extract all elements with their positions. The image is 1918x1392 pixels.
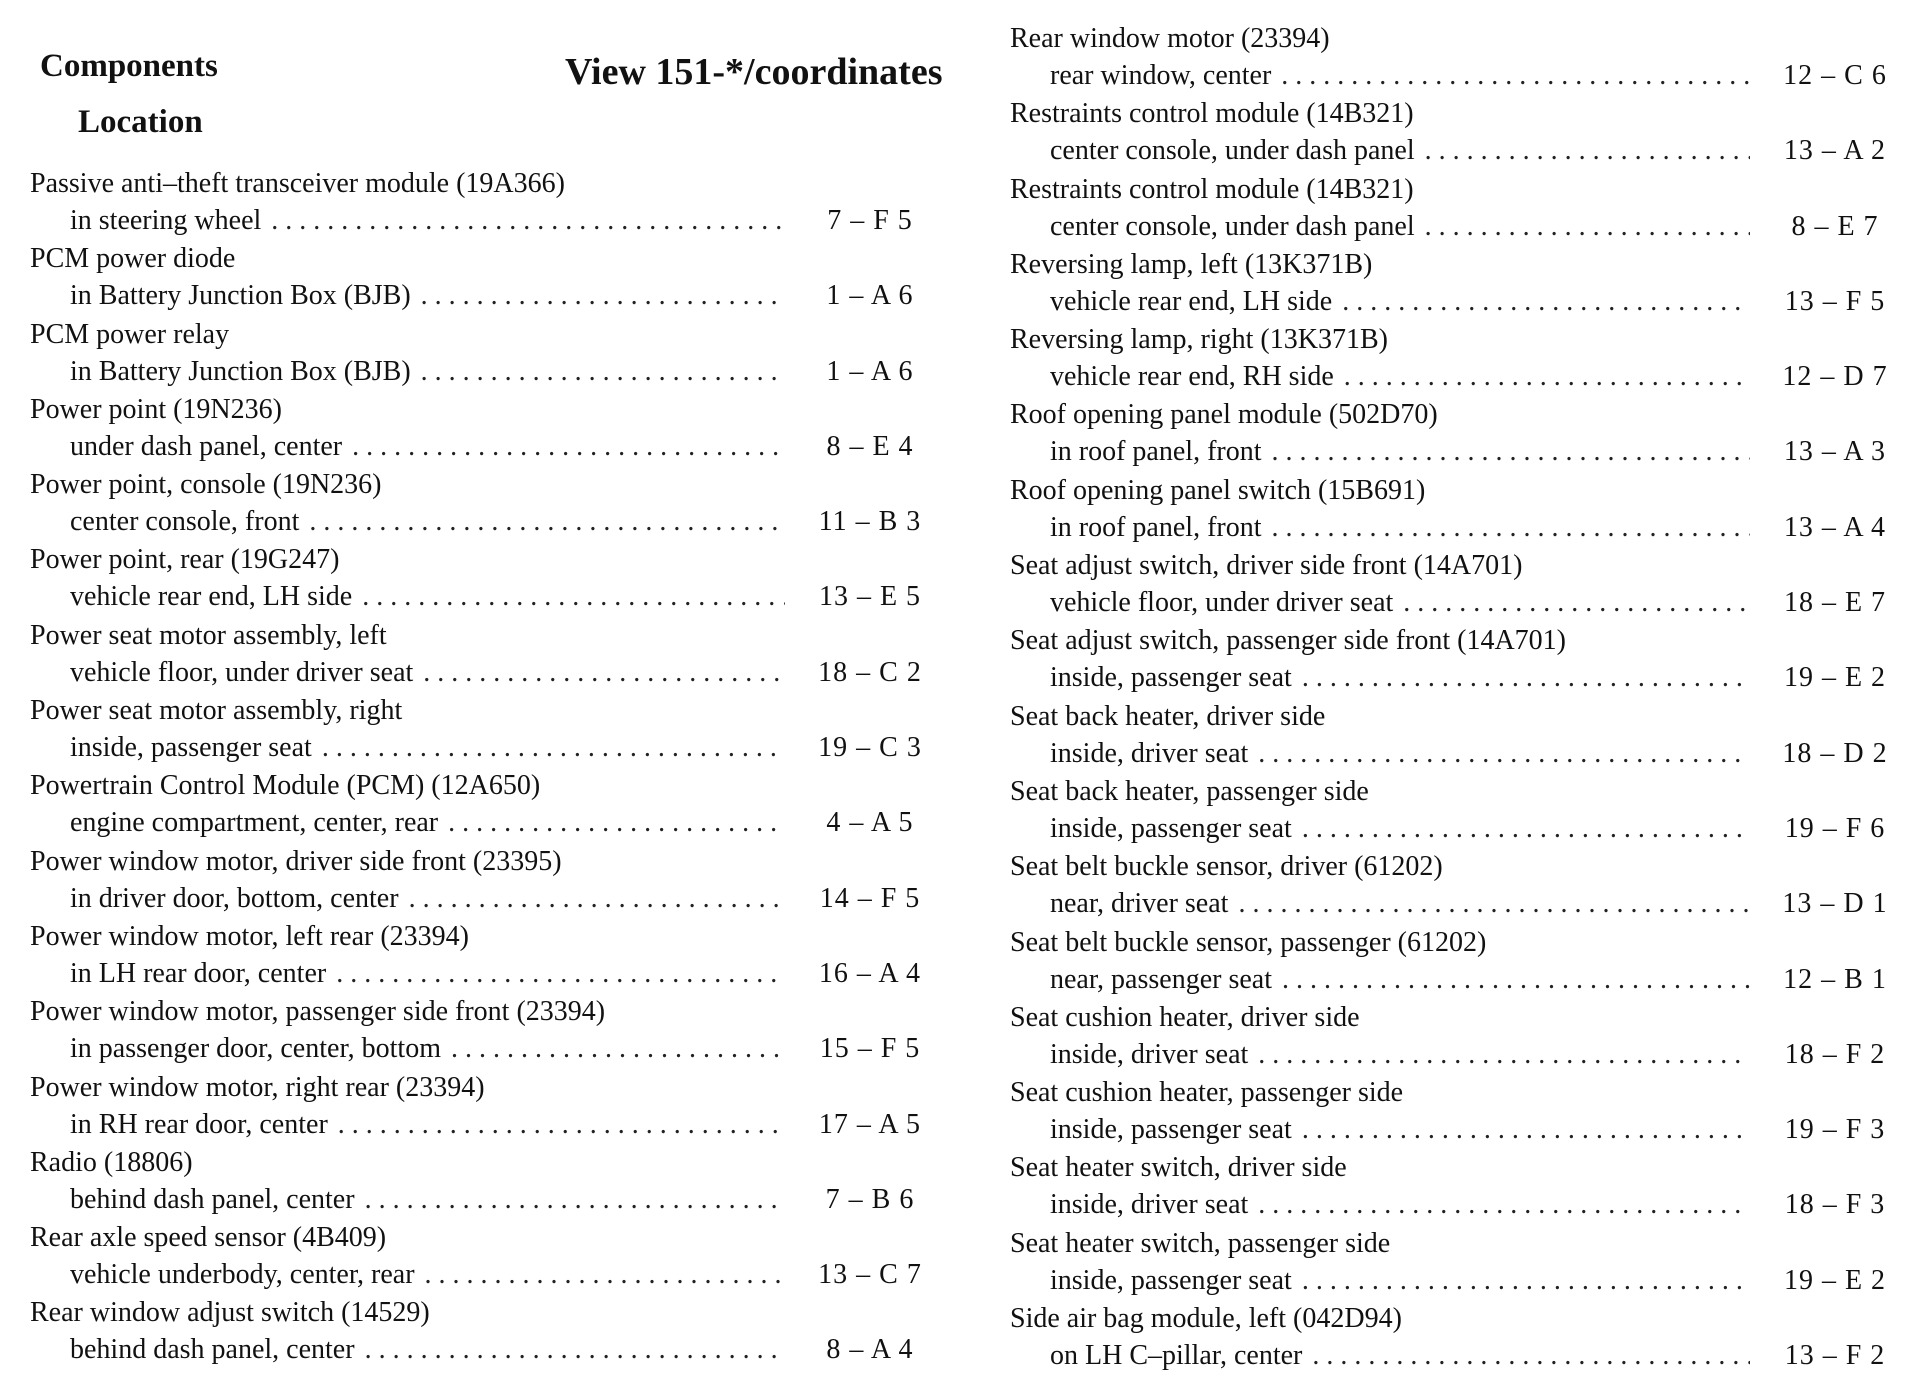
- location-text: center console, under dash panel: [1050, 135, 1415, 167]
- location-row: [30, 277, 945, 315]
- dot-leader: [1302, 810, 1750, 848]
- grid-coordinate: 14 – F 5: [819, 882, 921, 914]
- location-heading: Location: [78, 104, 203, 140]
- component-name: Seat heater switch, passenger side: [1010, 1227, 1391, 1259]
- component-name: Power seat motor assembly, right: [30, 695, 403, 727]
- dot-leader: [338, 1106, 785, 1144]
- dot-leader: [336, 955, 785, 993]
- location-text: vehicle underbody, center, rear: [70, 1259, 415, 1291]
- component-name: Passive anti–theft transceiver module (19A366): [30, 168, 565, 199]
- component-entry: [1010, 171, 1910, 246]
- component-entry: [30, 391, 945, 466]
- grid-coordinate: 19 – F 3: [1784, 1114, 1886, 1146]
- location-text: vehicle floor, under driver seat: [1050, 587, 1394, 619]
- location-row: [30, 428, 945, 466]
- component-entry: [1010, 246, 1910, 321]
- location-row: [1010, 509, 1910, 547]
- grid-coordinate: 4 – A 5: [826, 807, 914, 839]
- component-name: Power seat motor assembly, left: [30, 619, 387, 651]
- location-row: [30, 804, 945, 842]
- location-row: [1010, 961, 1910, 999]
- location-text: in Battery Junction Box (BJB): [70, 355, 411, 387]
- location-row: [1010, 132, 1910, 170]
- dot-leader: [1342, 283, 1750, 321]
- grid-coordinate: 8 – E 7: [1791, 210, 1879, 242]
- component-entry: [1010, 20, 1910, 95]
- grid-coordinate: 11 – B 3: [818, 506, 922, 538]
- component-name: Side air bag module, left (042D94): [1010, 1303, 1402, 1335]
- location-text: vehicle floor, under driver seat: [70, 656, 414, 688]
- location-row: [1010, 885, 1910, 923]
- grid-coordinate: 19 – E 2: [1783, 1264, 1887, 1296]
- grid-coordinate: 1 – A 6: [826, 355, 914, 387]
- column-header: [40, 46, 218, 142]
- component-entry: [1010, 848, 1910, 923]
- component-entry: [30, 993, 945, 1068]
- component-entry: [30, 316, 945, 391]
- component-entry: [30, 617, 945, 692]
- dot-leader: [1302, 1111, 1750, 1149]
- component-name: Reversing lamp, right (13K371B): [1010, 324, 1388, 356]
- component-name: Rear window motor (23394): [1010, 23, 1330, 54]
- component-entry: [30, 843, 945, 918]
- grid-coordinate: 16 – A 4: [818, 957, 922, 989]
- location-row: [30, 503, 945, 541]
- location-row: [1010, 584, 1910, 622]
- component-entry: [1010, 924, 1910, 999]
- dot-leader: [1281, 57, 1750, 95]
- dot-leader: [1272, 433, 1751, 471]
- location-row: [1010, 1111, 1910, 1149]
- dot-leader: [271, 202, 785, 240]
- component-entry: [1010, 1225, 1910, 1300]
- grid-coordinate: 13 – A 3: [1783, 436, 1887, 468]
- location-text: inside, passenger seat: [70, 732, 312, 764]
- grid-coordinate: 7 – B 6: [825, 1183, 915, 1215]
- location-text: in Battery Junction Box (BJB): [70, 280, 411, 312]
- location-text: engine compartment, center, rear: [70, 807, 439, 839]
- location-row: [1010, 735, 1910, 773]
- location-text: in roof panel, front: [1050, 436, 1262, 468]
- dot-leader: [1302, 1262, 1750, 1300]
- component-name: Rear window adjust switch (14529): [30, 1297, 430, 1329]
- location-row: [30, 353, 945, 391]
- component-name: Reversing lamp, left (13K371B): [1010, 248, 1373, 280]
- location-row: [1010, 1262, 1910, 1300]
- component-entry: [30, 165, 945, 240]
- location-row: [30, 1106, 945, 1144]
- grid-coordinate: 15 – F 5: [819, 1033, 921, 1065]
- location-text: near, passenger seat: [1050, 963, 1272, 995]
- grid-coordinate: 12 – D 7: [1782, 361, 1888, 393]
- component-name: Seat back heater, driver side: [1010, 700, 1326, 732]
- component-entry: [1010, 773, 1910, 848]
- component-name: Power point, console (19N236): [30, 469, 382, 501]
- component-entry: [30, 767, 945, 842]
- grid-coordinate: 7 – F 5: [827, 205, 913, 236]
- location-row: [30, 729, 945, 767]
- component-entry: [30, 918, 945, 993]
- component-name: Power window motor, right rear (23394): [30, 1071, 485, 1103]
- location-text: inside, driver seat: [1050, 1189, 1249, 1221]
- component-entry: [1010, 1300, 1910, 1375]
- location-row: [1010, 659, 1910, 697]
- component-entry: [30, 1294, 945, 1369]
- grid-coordinate: 19 – E 2: [1783, 662, 1887, 694]
- location-text: center console, under dash panel: [1050, 210, 1415, 242]
- grid-coordinate: 8 – E 4: [826, 430, 914, 462]
- grid-coordinate: 13 – E 5: [818, 581, 922, 613]
- location-row: [1010, 1186, 1910, 1224]
- location-text: in LH rear door, center: [70, 957, 327, 989]
- location-row: [1010, 810, 1910, 848]
- location-text: in passenger door, center, bottom: [70, 1033, 441, 1065]
- dot-leader: [421, 277, 785, 315]
- dot-leader: [352, 428, 785, 466]
- dot-leader: [362, 578, 785, 616]
- dot-leader: [425, 1256, 785, 1294]
- location-row: [1010, 283, 1910, 321]
- grid-coordinate: 19 – F 6: [1784, 812, 1886, 844]
- component-name: Power window motor, driver side front (23395): [30, 845, 562, 877]
- view-coordinates-heading: View 151-*/coordinates: [565, 51, 943, 93]
- grid-coordinate: 17 – A 5: [818, 1108, 922, 1140]
- grid-coordinate: 18 – C 2: [818, 656, 922, 688]
- location-row: [30, 202, 945, 240]
- location-row: [30, 1331, 945, 1369]
- dot-leader: [448, 804, 785, 842]
- location-row: [1010, 57, 1910, 95]
- component-entry: [1010, 1149, 1910, 1224]
- grid-coordinate: 12 – C 6: [1783, 60, 1887, 91]
- location-text: vehicle rear end, LH side: [70, 581, 353, 613]
- location-row: [30, 1181, 945, 1219]
- location-text: inside, driver seat: [1050, 737, 1249, 769]
- component-entry: [1010, 95, 1910, 170]
- component-name: Seat heater switch, driver side: [1010, 1152, 1347, 1184]
- component-name: PCM power diode: [30, 243, 236, 275]
- dot-leader: [409, 880, 785, 918]
- location-text: in steering wheel: [70, 205, 262, 236]
- dot-leader: [421, 353, 785, 391]
- grid-coordinate: 18 – E 7: [1783, 587, 1887, 619]
- location-text: behind dash panel, center: [70, 1183, 355, 1215]
- location-row: [1010, 358, 1910, 396]
- component-entry: [30, 692, 945, 767]
- location-text: under dash panel, center: [70, 430, 343, 462]
- location-row: [1010, 1337, 1910, 1375]
- dot-leader: [365, 1331, 785, 1369]
- component-name: Radio (18806): [30, 1146, 193, 1178]
- component-name: PCM power relay: [30, 318, 230, 350]
- location-text: rear window, center: [1050, 60, 1272, 91]
- location-row: [30, 1030, 945, 1068]
- component-entry: [1010, 622, 1910, 697]
- grid-coordinate: 12 – B 1: [1783, 963, 1887, 995]
- component-name: Restraints control module (14B321): [1010, 173, 1414, 205]
- component-name: Power point (19N236): [30, 393, 282, 425]
- component-name: Seat belt buckle sensor, passenger (61202): [1010, 926, 1487, 958]
- component-name: Seat back heater, passenger side: [1010, 775, 1369, 807]
- component-entry: [1010, 698, 1910, 773]
- location-text: inside, passenger seat: [1050, 1114, 1292, 1146]
- component-name: Power point, rear (19G247): [30, 544, 340, 576]
- dot-leader: [423, 654, 785, 692]
- location-row: [30, 578, 945, 616]
- dot-leader: [322, 729, 785, 767]
- component-entry: [30, 1219, 945, 1294]
- grid-coordinate: 13 – C 7: [818, 1259, 922, 1291]
- component-entry: [1010, 999, 1910, 1074]
- component-name: Power window motor, passenger side front (23394): [30, 996, 606, 1028]
- component-entry: [30, 240, 945, 315]
- component-name: Seat cushion heater, driver side: [1010, 1001, 1360, 1033]
- dot-leader: [1238, 885, 1750, 923]
- location-row: [1010, 433, 1910, 471]
- component-entry: [30, 1069, 945, 1144]
- component-entry: [30, 541, 945, 616]
- dot-leader: [451, 1030, 785, 1068]
- grid-coordinate: 13 – F 2: [1784, 1340, 1886, 1372]
- grid-coordinate: 18 – D 2: [1782, 737, 1888, 769]
- grid-coordinate: 18 – F 2: [1784, 1038, 1886, 1070]
- location-text: in driver door, bottom, center: [70, 882, 399, 914]
- component-entry: [1010, 547, 1910, 622]
- dot-leader: [1302, 659, 1750, 697]
- dot-leader: [1425, 132, 1750, 170]
- dot-leader: [365, 1181, 785, 1219]
- location-text: on LH C–pillar, center: [1050, 1340, 1303, 1372]
- location-row: [1010, 1036, 1910, 1074]
- location-text: inside, passenger seat: [1050, 662, 1292, 694]
- grid-coordinate: 13 – D 1: [1782, 888, 1888, 920]
- location-text: inside, passenger seat: [1050, 1264, 1292, 1296]
- component-name: Seat adjust switch, driver side front (14A701): [1010, 550, 1523, 582]
- component-entry: [30, 1144, 945, 1219]
- component-name: Roof opening panel switch (15B691): [1010, 474, 1426, 506]
- grid-coordinate: 18 – F 3: [1784, 1189, 1886, 1221]
- grid-coordinate: 1 – A 6: [826, 280, 914, 312]
- location-text: vehicle rear end, LH side: [1050, 285, 1333, 317]
- component-name: Seat adjust switch, passenger side front (14A701): [1010, 625, 1566, 657]
- location-text: near, driver seat: [1050, 888, 1229, 920]
- dot-leader: [1344, 358, 1750, 396]
- component-entry: [1010, 396, 1910, 471]
- component-entry: [1010, 1074, 1910, 1149]
- grid-coordinate: 13 – F 5: [1784, 285, 1886, 317]
- location-text: vehicle rear end, RH side: [1050, 361, 1334, 393]
- grid-coordinate: 13 – A 2: [1783, 135, 1887, 167]
- right-column: [1010, 20, 1910, 1375]
- components-heading: Components: [40, 48, 218, 84]
- dot-leader: [1282, 961, 1750, 999]
- grid-coordinate: 8 – A 4: [826, 1334, 914, 1366]
- component-entry: [1010, 472, 1910, 547]
- dot-leader: [1425, 208, 1750, 246]
- location-row: [1010, 208, 1910, 246]
- component-entry: [1010, 321, 1910, 396]
- location-row: [30, 654, 945, 692]
- left-column: [30, 165, 945, 1370]
- component-entry: [30, 466, 945, 541]
- grid-coordinate: 19 – C 3: [818, 732, 922, 764]
- location-text: inside, passenger seat: [1050, 812, 1292, 844]
- component-name: Powertrain Control Module (PCM) (12A650): [30, 770, 541, 802]
- location-text: inside, driver seat: [1050, 1038, 1249, 1070]
- dot-leader: [1258, 1036, 1750, 1074]
- dot-leader: [1258, 735, 1750, 773]
- dot-leader: [1272, 509, 1751, 547]
- location-text: in roof panel, front: [1050, 511, 1262, 543]
- component-name: Power window motor, left rear (23394): [30, 920, 469, 952]
- location-row: [30, 1256, 945, 1294]
- component-name: Seat cushion heater, passenger side: [1010, 1077, 1404, 1109]
- dot-leader: [1403, 584, 1750, 622]
- dot-leader: [1312, 1337, 1750, 1375]
- grid-coordinate: 13 – A 4: [1783, 511, 1887, 543]
- component-name: Seat belt buckle sensor, driver (61202): [1010, 851, 1443, 883]
- component-name: Roof opening panel module (502D70): [1010, 399, 1438, 431]
- location-row: [30, 955, 945, 993]
- location-text: in RH rear door, center: [70, 1108, 328, 1140]
- location-text: center console, front: [70, 506, 300, 538]
- location-row: [30, 880, 945, 918]
- dot-leader: [309, 503, 785, 541]
- dot-leader: [1258, 1186, 1750, 1224]
- component-name: Rear axle speed sensor (4B409): [30, 1222, 387, 1254]
- location-text: behind dash panel, center: [70, 1334, 355, 1366]
- component-name: Restraints control module (14B321): [1010, 98, 1414, 130]
